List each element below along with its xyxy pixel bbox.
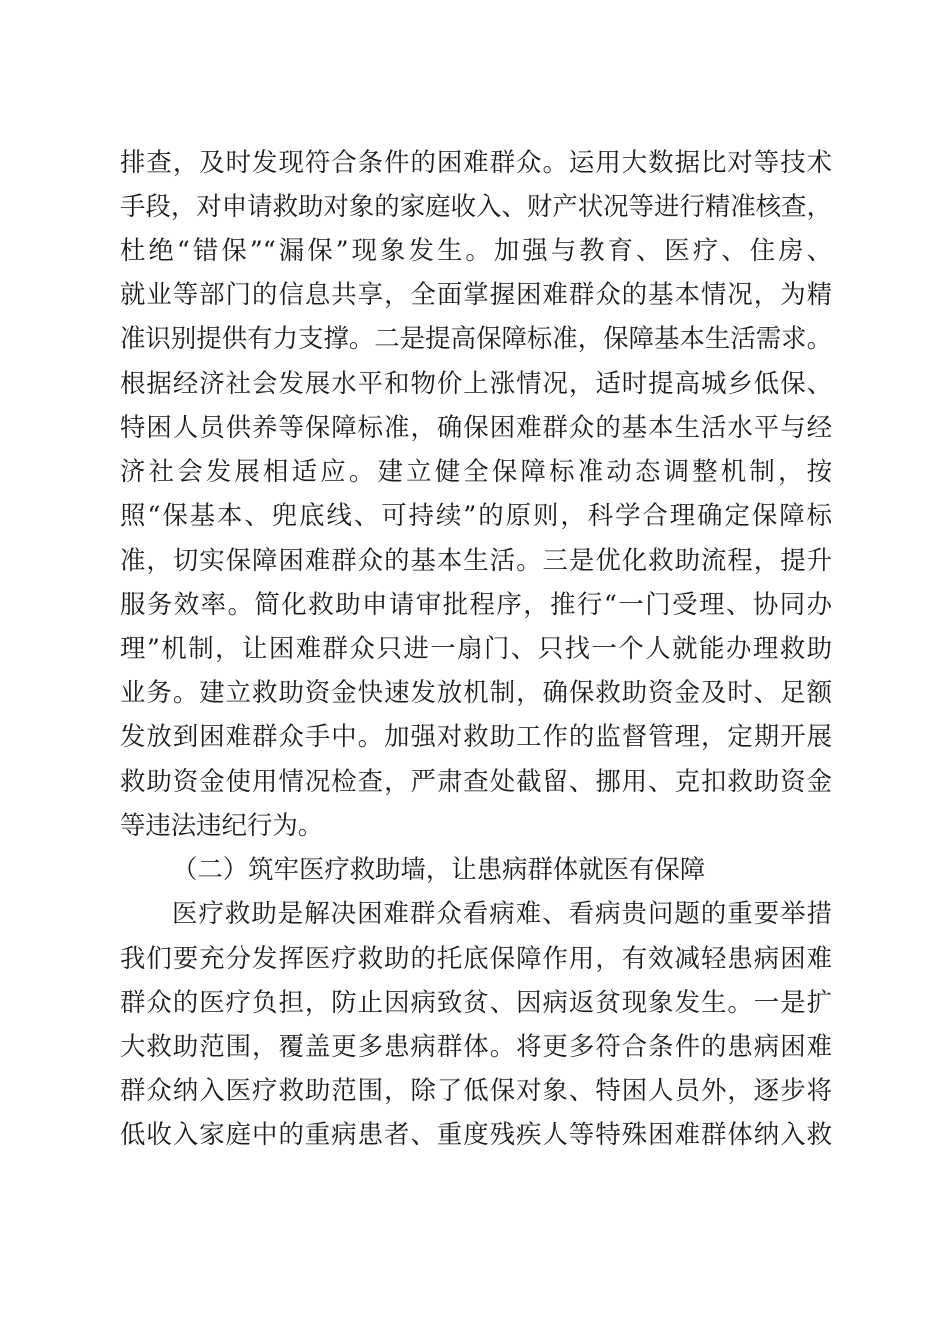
body-text-line: 群众纳入医疗救助范围，除了低保对象、特困人员外，逐步将 [120, 1075, 832, 1105]
body-text-line: 低收入家庭中的重病患者、重度残疾人等特殊困难群体纳入救 [120, 1119, 832, 1149]
body-text-line: 济社会发展相适应。建立健全保障标准动态调整机制，按 [120, 456, 832, 486]
body-text-line: 根据经济社会发展水平和物价上涨情况，适时提高城乡低保、 [120, 368, 832, 398]
body-text-line: 救助资金使用情况检查，严肃查处截留、挪用、克扣救助资金 [120, 766, 832, 796]
body-text-line: 我们要充分发挥医疗救助的托底保障作用，有效减轻患病困难 [120, 943, 832, 973]
body-text-line: 发放到困难群众手中。加强对救助工作的监督管理，定期开展 [120, 721, 832, 751]
body-text-line: 群众的医疗负担，防止因病致贫、因病返贫现象发生。一是扩 [120, 987, 832, 1017]
body-text-line: 准识别提供有力支撑。二是提高保障标准，保障基本生活需求。 [120, 323, 832, 353]
body-text-line: 特困人员供养等保障标准，确保困难群众的基本生活水平与经 [120, 412, 832, 442]
body-text-line: 大救助范围，覆盖更多患病群体。将更多符合条件的患病困难 [120, 1031, 832, 1061]
body-text-line: 等违法违纪行为。 [120, 810, 324, 840]
paragraph-first-line: 医疗救助是解决困难群众看病难、看病贵问题的重要举措 [172, 898, 832, 928]
body-text-line: 理”机制，让困难群众只进一扇门、只找一个人就能办理救助 [120, 633, 832, 663]
body-text-line: 手段，对申请救助对象的家庭收入、财产状况等进行精准核查， [120, 191, 832, 221]
body-text-line: 杜绝“错保”“漏保”现象发生。加强与教育、医疗、住房、 [120, 235, 832, 265]
body-text-line: 服务效率。简化救助申请审批程序，推行“一门受理、协同办 [120, 589, 832, 619]
body-text-line: 业务。建立救助资金快速发放机制，确保救助资金及时、足额 [120, 677, 832, 707]
body-text-line: 就业等部门的信息共享，全面掌握困难群众的基本情况，为精 [120, 279, 832, 309]
body-text-line: 准，切实保障困难群众的基本生活。三是优化救助流程，提升 [120, 545, 832, 575]
body-text-line: 照“保基本、兜底线、可持续”的原则，科学合理确定保障标 [120, 500, 832, 530]
body-text-line: 排查，及时发现符合条件的困难群众。运用大数据比对等技术 [120, 147, 832, 177]
section-heading: （二）筑牢医疗救助墙，让患病群体就医有保障 [172, 854, 706, 884]
